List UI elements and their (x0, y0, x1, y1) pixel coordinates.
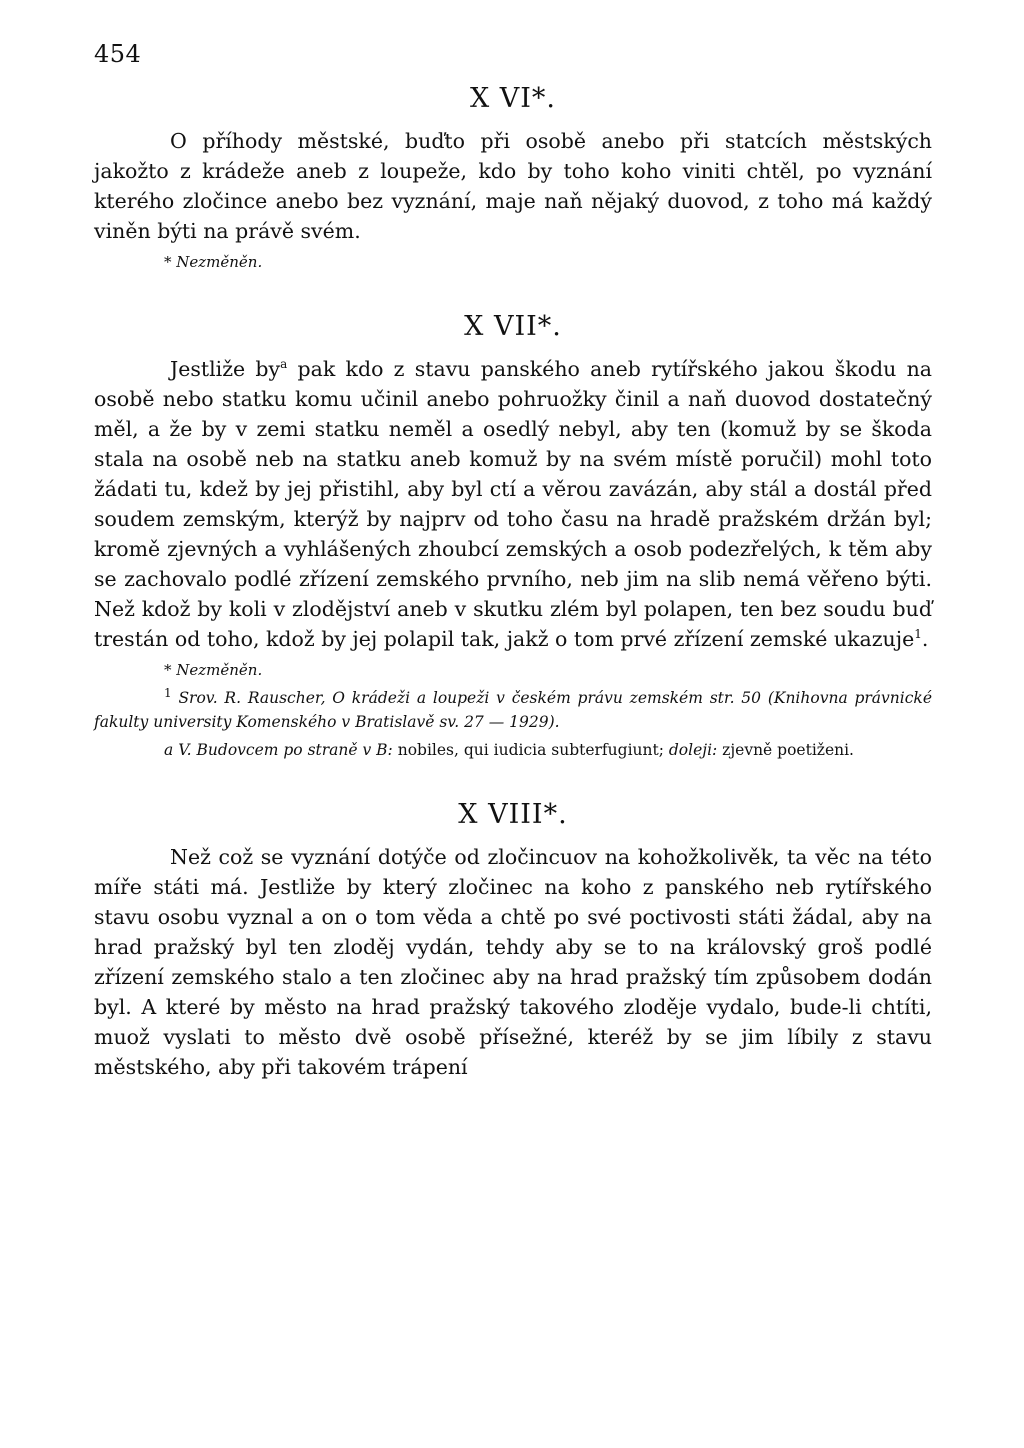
footnote-marker-a: a (280, 357, 288, 372)
text-part: pak kdo z stavu panského aneb rytířského jakou škodu na osobě nebo statku komu učinil anebo pohruožky činil a naň duovod dostatečný měl, a že by v zemi statku neměl a osedlý nebyl, aby ten (komuž by se škoda stala na osobě neb na statku aneb komuž by na svém místě poručil) mohl toto žádati tu, kdež by jej přistihl, aby byl ctí a věrou zavázán, aby stál a dostál před soudem zemským, kterýž by najprv od toho času na hradě pražském držán byl; kromě zjevných a vyhlášených zhoubcí zemských a osob podezřelých, k těm aby se zachovalo podlé zřízení zemského prvního, neb jim na slib nemá věřeno býti. Než kdož by koli v zlodějství aneb v skutku zlém byl polapen, ten bez soudu buď trestán od toho, kdož by jej polapil tak, jakž o tom prvé zřízení zemské ukazuje (94, 357, 932, 651)
footnote-text: V. Budovcem po straně v B: (178, 741, 393, 759)
footnote-a (94, 738, 932, 762)
document-page (94, 38, 932, 1082)
section-heading: X VI*. (469, 83, 557, 114)
text-part: . (921, 627, 929, 651)
section-note: * Nezměněn. (164, 661, 263, 679)
footnote-1 (94, 686, 932, 734)
section-text (94, 354, 932, 654)
page-number: 454 (94, 40, 142, 68)
footnote-text: Srov. R. Rauscher, O krádeži a loupeži v českém právu zemském str. 50 (Knihovna právnické fakulty university Komenského v Bratislavě sv. 27 — 1929). (94, 689, 932, 731)
section-text: O příhody městské, buďto při osobě anebo při statcích městských jakožto z krádeže aneb z loupeže, kdo by toho koho viniti chtěl, po vyznání kterého zločince anebo bez vyznání, maje naň nějaký duovod, z toho má každý viněn býti na právě svém. (94, 129, 932, 243)
section-xviii (94, 798, 932, 1082)
section-xvi (94, 82, 932, 274)
section-text: Než což se vyznání dotýče od zločincuov na kohožkolivěk, ta věc na této míře státi má. Jestliže by který zločinec na koho z panského neb rytířského stavu osobu vyznal a on o tom věda a chtě po své poctivosti státi žádal, aby na hrad pražský byl ten zloděj vydán, tehdy aby se to na královský groš podlé zřízení zemského stalo a ten zločinec aby na hrad pražský tím způsobem dodán byl. A které by město na hrad pražský takového zloděje vydalo, bude-li chtíti, muož vyslati to město dvě osobě přísežné, kteréž by se jim líbily z stavu městského, aby při takovém trápení (94, 845, 932, 1079)
section-heading: X VIII*. (458, 799, 568, 830)
text-part: Jestliže by (170, 357, 281, 381)
section-note: * Nezměněn. (164, 253, 263, 271)
section-heading: X VII*. (464, 311, 562, 342)
section-xvii (94, 310, 932, 762)
footnote-label: a (164, 741, 174, 759)
footnote-text: nobiles, qui iudicia subterfugiunt; (392, 741, 669, 759)
footnote-number: 1 (164, 685, 172, 700)
footnote-text: zjevně poetiženi. (717, 741, 854, 759)
footnote-marker-1: 1 (914, 627, 922, 642)
footnote-text: doleji: (668, 741, 718, 759)
